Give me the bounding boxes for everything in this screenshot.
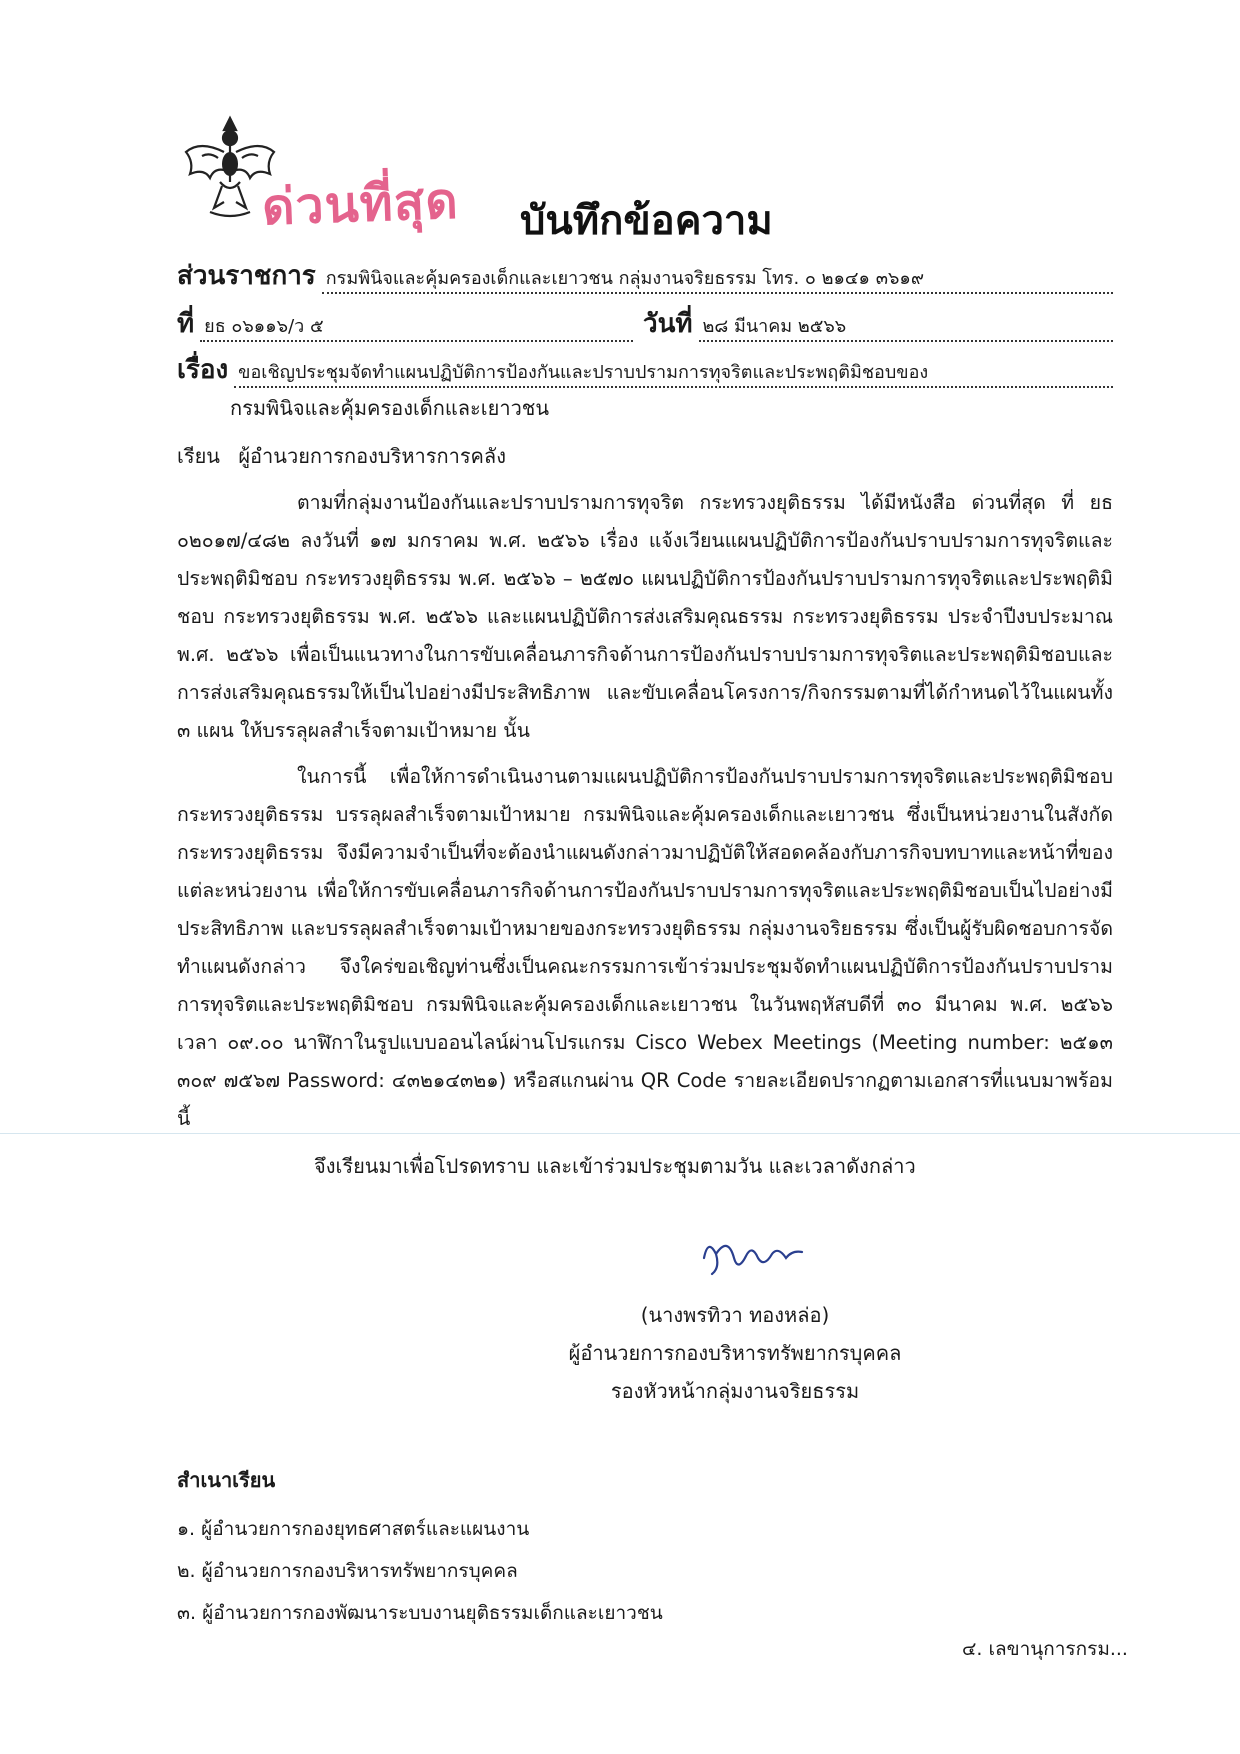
ref-label: ที่	[177, 309, 195, 339]
handwritten-signature	[694, 1228, 834, 1288]
cc-title: สำเนาเรียน	[177, 1468, 276, 1492]
cc-item: ๓. ผู้อำนวยการกองพัฒนาระบบงานยุติธรรมเด็กและเยาวชน	[177, 1602, 663, 1624]
cc-item: ๒. ผู้อำนวยการกองบริหารทรัพยากรบุคคล	[177, 1560, 518, 1582]
next-page-indicator: ๔. เลขานุการกรม...	[962, 1638, 1128, 1660]
scan-artifact-divider	[0, 1133, 1240, 1134]
subject-continuation: กรมพินิจและคุ้มครองเด็กและเยาวชน	[230, 396, 550, 420]
signer-name: (นางพรทิวา ทองหล่อ)	[640, 1303, 830, 1327]
department-row	[177, 255, 1113, 293]
subject-label: เรื่อง	[177, 355, 229, 385]
body-paragraph-1: ตามที่กลุ่มงานป้องกันและปราบปรามการทุจริต กระทรวงยุติธรรม ได้มีหนังสือ ด่วนที่สุด ที่ ยธ ๐๒๐๑๗/๔๘๒ ลงวันที่ ๑๗ มกราคม พ.ศ. ๒๕๖๖ เรื่อง แจ้งเวียนแผนปฏิบัติการป้องกันปราบปรามการทุจริตและประพฤติมิชอบ กระทรวงยุติธรรม พ.ศ. ๒๕๖๖ – ๒๕๗๐ แผนปฏิบัติการป้องกันปราบปรามการทุจริตและประพฤติมิชอบ กระทรวงยุติธรรม พ.ศ. ๒๕๖๖ และแผนปฏิบัติการส่งเสริมคุณธรรม กระทรวงยุติธรรม ประจำปีงบประมาณ พ.ศ. ๒๕๖๖ เพื่อเป็นแนวทางในการขับเคลื่อนภารกิจด้านการป้องกันปราบปรามการทุจริตและประพฤติมิชอบและการส่งเสริมคุณธรรมให้เป็นไปอย่างมีประสิทธิภาพ และขับเคลื่อนโครงการ/กิจกรรมตามที่ได้กำหนดไว้ในแผนทั้ง ๓ แผน ให้บรรลุผลสำเร็จตามเป้าหมาย นั้น	[177, 491, 1113, 742]
signer-title-2: รองหัวหน้ากลุ่มงานจริยธรรม	[610, 1379, 860, 1403]
date-group	[643, 303, 1113, 344]
department-value: กรมพินิจและคุ้มครองเด็กและเยาวชน กลุ่มงานจริยธรรม โทร. ๐ ๒๑๔๑ ๓๖๑๙	[322, 263, 1113, 294]
salutation-recipient: ผู้อำนวยการกองบริหารการคลัง	[238, 444, 506, 468]
signature-block	[520, 1296, 950, 1410]
date-label: วันที่	[643, 309, 693, 339]
salutation-label: เรียน	[177, 444, 220, 468]
signer-title-1: ผู้อำนวยการกองบริหารทรัพยากรบุคคล	[568, 1341, 902, 1365]
subject-value: ขอเชิญประชุมจัดทำแผนปฏิบัติการป้องกันและปราบปรามการทุจริตและประพฤติมิชอบของ	[234, 357, 1113, 388]
body-paragraph-2: ในการนี้ เพื่อให้การดำเนินงานตามแผนปฏิบัติการป้องกันปราบปรามการทุจริตและประพฤติมิชอบ กระทรวงยุติธรรม บรรลุผลสำเร็จตามเป้าหมาย กรมพินิจและคุ้มครองเด็กและเยาวชน ซึ่งเป็นหน่วยงานในสังกัดกระทรวงยุติธรรม จึงมีความจำเป็นที่จะต้องนำแผนดังกล่าวมาปฏิบัติให้สอดคล้องกับภารกิจบทบาทและหน้าที่ของแต่ละหน่วยงาน เพื่อให้การขับเคลื่อนภารกิจด้านการป้องกันปราบปรามการทุจริตและประพฤติมิชอบเป็นไปอย่างมีประสิทธิภาพ และบรรลุผลสำเร็จตามเป้าหมายของกระทรวงยุติธรรม กลุ่มงานจริยธรรม ซึ่งเป็นผู้รับผิดชอบการจัดทำแผนดังกล่าว จึงใคร่ขอเชิญท่านซึ่งเป็นคณะกรรมการเข้าร่วมประชุมจัดทำแผนปฏิบัติการป้องกันปราบปรามการทุจริตและประพฤติมิชอบ กรมพินิจและคุ้มครองเด็กและเยาวชน ในวันพฤหัสบดีที่ ๓๐ มีนาคม พ.ศ. ๒๕๖๖ เวลา ๐๙.๐๐ นาฬิกาในรูปแบบออนไลน์ผ่านโปรแกรม Cisco Webex Meetings (Meeting number: ๒๕๑๓ ๓๐๙ ๗๕๖๗ Password: ๔๓๒๑๔๓๒๑) หรือสแกนผ่าน QR Code รายละเอียดปรากฏตามเอกสารที่แนบมาพร้อมนี้	[177, 765, 1113, 1130]
cc-list	[177, 1508, 663, 1634]
urgency-stamp: ด่วนที่สุด	[260, 170, 460, 237]
department-label: ส่วนราชการ	[177, 261, 316, 291]
date-value: ๒๘ มีนาคม ๒๕๖๖	[699, 311, 1113, 342]
memo-title: บันทึกข้อความ	[520, 198, 773, 244]
cc-item: ๑. ผู้อำนวยการกองยุทธศาสตร์และแผนงาน	[177, 1518, 530, 1540]
subject-row	[177, 349, 1113, 387]
closing-sentence: จึงเรียนมาเพื่อโปรดทราบ และเข้าร่วมประชุมตามวัน และเวลาดังกล่าว	[314, 1154, 916, 1178]
ref-date-row	[177, 303, 1113, 341]
ref-value: ยธ ๐๖๑๑๖/ว ๕	[200, 311, 633, 342]
salutation	[177, 440, 506, 472]
